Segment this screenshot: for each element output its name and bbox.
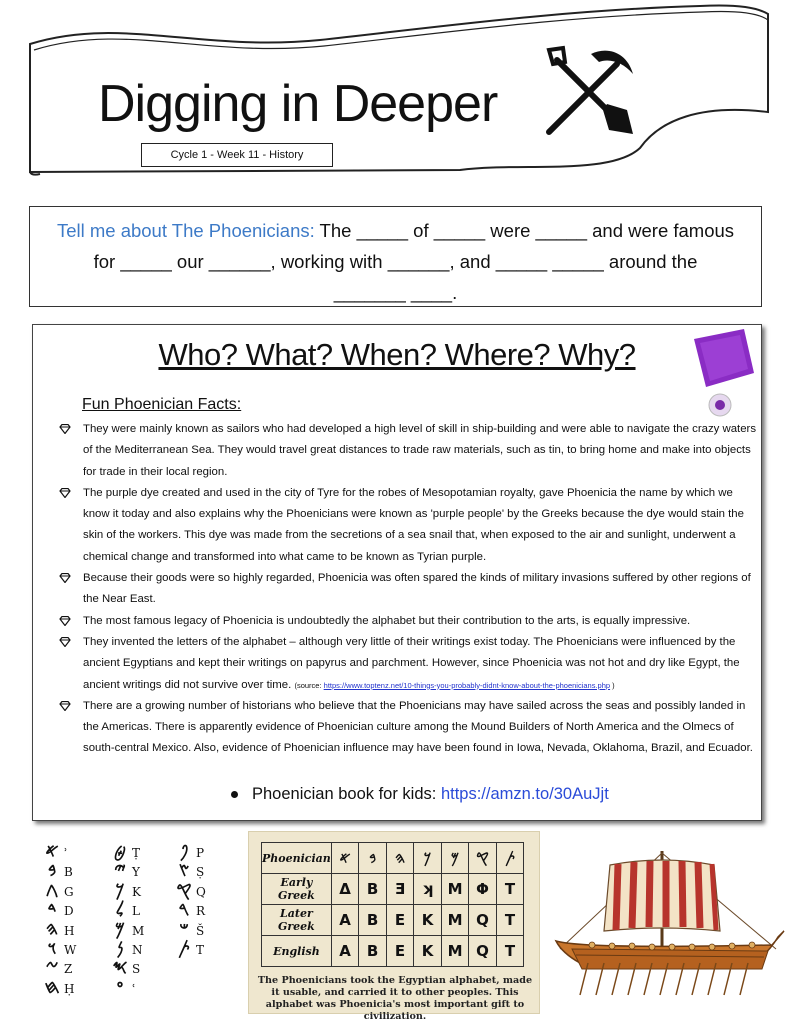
list-item: They invented the letters of the alphabet – although very little of their writings exist today. The Phoenicians were influenced by the ancient Egyptians and kept their writings on papyrus and parchment. However, since Phoenicia was not hot and dry like Egypt, the ancient writings did not survive over time. (source: https://www.toptenz.net/10-things-you-probably-didnt-know-about-the-phoenicians.php ) — [57, 632, 757, 696]
table-cell: Q — [469, 905, 497, 936]
table-cell: ʞ — [414, 874, 442, 905]
book-recommendation — [231, 785, 609, 804]
table-cell: A — [331, 936, 359, 967]
alphabet-row — [108, 939, 150, 958]
prompt-line-1: The _____ of _____ were _____ and were famous — [314, 220, 735, 241]
latin-letter: P — [196, 846, 205, 860]
phoenician-glyph: 𐤇 — [44, 976, 60, 998]
table-cell: B — [359, 905, 387, 936]
table-row — [262, 843, 524, 874]
row-label: Early Greek — [262, 874, 332, 905]
facts-panel — [32, 324, 762, 821]
table-cell: B — [359, 936, 387, 967]
row-label: Phoenician — [262, 843, 332, 874]
table-cell: T — [496, 874, 524, 905]
phoenician-glyph: 𐤏 — [116, 976, 124, 998]
alphabet-row — [40, 881, 82, 900]
latin-letter: N — [132, 942, 143, 957]
table-cell: Q — [469, 936, 497, 967]
source-prefix: (source: — [294, 680, 324, 690]
source-link[interactable]: https://www.toptenz.net/10-things-you-probably-didnt-know-about-the-phoenicians.php — [323, 680, 611, 690]
alphabet-row — [108, 842, 150, 861]
table-cell: Β — [359, 874, 387, 905]
alphabet-column-3 — [172, 842, 214, 958]
facts-list — [57, 419, 757, 760]
latin-letter: W — [64, 942, 77, 957]
fun-facts-title: Fun Phoenician Facts: — [82, 396, 242, 413]
alphabet-column-2 — [108, 842, 150, 997]
table-cell: 𐤁 — [359, 843, 387, 874]
phoenician-glyph: 𐤈 — [114, 841, 126, 862]
alphabet-comparison-image — [248, 831, 540, 1022]
latin-letter: Y — [132, 865, 140, 880]
gem-bullet-icon — [59, 573, 71, 583]
list-item: Because their goods were so highly regarded, Phoenicia was often spared the kinds of military invasions suffered by other regions of the Near East. — [57, 568, 757, 611]
table-cell: 𐤊 — [414, 843, 442, 874]
alphabet-column-1 — [40, 842, 82, 997]
alphabet-row — [172, 939, 214, 958]
phoenician-glyph: 𐤕 — [178, 937, 190, 959]
phoenician-glyph: 𐤄 — [45, 918, 59, 940]
table-cell: E — [386, 905, 414, 936]
phoenician-glyph: 𐤆 — [45, 957, 59, 979]
alphabet-row — [108, 881, 150, 900]
row-label: Later Greek — [262, 905, 332, 936]
alphabet-row — [108, 978, 150, 997]
latin-letter: ʾ — [64, 846, 68, 860]
latin-letter: Q — [196, 884, 206, 899]
latin-letter: K — [132, 884, 141, 899]
phoenician-glyph: 𐤁 — [47, 860, 57, 882]
latin-letter: M — [132, 923, 145, 938]
alphabet-row — [172, 920, 214, 939]
latin-letter: D — [64, 904, 74, 919]
alphabet-row — [40, 842, 82, 861]
latin-letter: G — [64, 884, 74, 899]
alphabet-row — [172, 861, 214, 880]
phoenician-glyph: 𐤀 — [45, 841, 59, 862]
latin-letter: Ḥ — [64, 981, 75, 996]
latin-letter: B — [64, 865, 73, 880]
phoenician-glyph: 𐤓 — [178, 899, 190, 921]
table-cell: Φ — [469, 874, 497, 905]
latin-letter: Z — [64, 962, 73, 977]
latin-letter: Š — [196, 923, 205, 938]
phoenician-glyph: 𐤎 — [112, 957, 128, 979]
table-cell: K — [414, 905, 442, 936]
latin-letter: L — [132, 904, 140, 919]
alphabet-row — [40, 920, 82, 939]
phoenician-glyph: 𐤊 — [115, 879, 125, 901]
source-suffix: ) — [610, 680, 615, 690]
gem-bullet-icon — [59, 616, 71, 626]
alphabet-row — [40, 900, 82, 919]
gem-bullet-icon — [59, 701, 71, 711]
table-cell: T — [496, 905, 524, 936]
table-cell: K — [414, 936, 442, 967]
table-cell: 𐤄 — [386, 843, 414, 874]
phoenician-glyph: 𐤂 — [45, 879, 59, 901]
phoenician-glyph: 𐤉 — [114, 860, 126, 882]
table-cell: M — [441, 874, 469, 905]
table-cell: 𐤌 — [441, 843, 469, 874]
phoenician-ship-image — [552, 845, 788, 1005]
cycle-week-label: Cycle 1 - Week 11 - History — [141, 143, 333, 167]
alphabet-row — [172, 842, 214, 861]
alphabet-row — [40, 939, 82, 958]
alphabet-row — [40, 861, 82, 880]
latin-letter: R — [196, 904, 206, 919]
facts-heading: Who? What? When? Where? Why? — [158, 337, 636, 372]
pickaxe-shovel-icon — [543, 44, 635, 140]
table-cell: E — [386, 936, 414, 967]
latin-letter: ʿ — [132, 981, 136, 996]
gem-bullet-icon — [59, 637, 71, 647]
phoenician-glyph: 𐤋 — [115, 899, 125, 921]
fill-in-prompt-box — [29, 206, 762, 307]
table-cell: A — [331, 905, 359, 936]
alphabet-row — [108, 900, 150, 919]
list-item: The most famous legacy of Phoenicia is undoubtedly the alphabet but their contribution to the arts, is equally impressive. — [57, 611, 757, 632]
latin-letter: T — [196, 942, 205, 957]
prompt-line-3: _______ ____. — [333, 282, 458, 303]
table-cell: M — [441, 936, 469, 967]
table-row — [262, 905, 524, 936]
phoenician-glyph: 𐤃 — [47, 899, 57, 921]
phoenician-glyph: 𐤐 — [179, 841, 189, 862]
latin-letter: H — [64, 923, 75, 938]
page-title: Digging in Deeper — [98, 75, 498, 133]
table-cell: 𐤕 — [496, 843, 524, 874]
phoenician-glyph: 𐤒 — [176, 879, 192, 901]
alphabet-row — [40, 958, 82, 977]
list-item: There are a growing number of historians who believe that the Phoenicians may have sailed across the seas and possibly landed in the Americas. There is apparently evidence of Phoenician culture among the Mound Builders of North America and the Olmecs of south-central Mexico. Also, evidence of Phoenician influence may have been found in Iowa, Nevada, Oklahoma, Brazil, and Ecuador. — [57, 696, 757, 760]
prompt-label: Tell me about The Phoenicians: — [56, 220, 315, 241]
table-cell: 𐤒 — [469, 843, 497, 874]
table-cell: 𐤀 — [331, 843, 359, 874]
phoenician-glyph: 𐤅 — [47, 937, 57, 959]
table-row — [262, 874, 524, 905]
list-item: They were mainly known as sailors who had developed a high level of skill in ship-building and were able to navigate the crazy waters of the Mediterranean Sea. They would travel great distances to trade raw materials, such as tin, to bring home and make into objects for trade in their local region. — [57, 419, 757, 483]
phoenician-glyph: 𐤔 — [179, 918, 189, 940]
table-cell: Ǝ — [386, 874, 414, 905]
list-item: The purple dye created and used in the city of Tyre for the robes of Mesopotamian royalty, gave Phoenicia the name by which we know it today and also explains why the Phoenicians were known as 'purple people' by the Greeks because the dye would stain the skin of the workers. This dye was made from the secretions of a sea snail that, when exposed to the air and sunlight, underwent a chemical change and transformed into what came to be known as Tyrian purple. — [57, 483, 757, 568]
book-label: Phoenician book for kids: — [252, 785, 441, 803]
table-cell: Δ — [331, 874, 359, 905]
gem-bullet-icon — [59, 424, 71, 434]
bullet-icon — [231, 791, 238, 798]
table-cell: T — [496, 936, 524, 967]
alphabet-row — [108, 861, 150, 880]
comparison-caption: The Phoenicians took the Egyptian alphabet, made it usable, and carried it to other peoples. This alphabet was Phoenicia's most important gift to civilization. — [257, 975, 533, 1022]
alphabet-comparison-table — [261, 842, 524, 967]
latin-letter: S — [132, 962, 141, 977]
book-link[interactable]: https://amzn.to/30AuJjt — [440, 785, 609, 803]
phoenician-glyph: 𐤑 — [178, 860, 190, 882]
alphabet-row — [172, 900, 214, 919]
table-row — [262, 936, 524, 967]
row-label: English — [262, 936, 332, 967]
purple-dye-image — [686, 329, 758, 419]
latin-letter: Ṣ — [196, 865, 205, 880]
alphabet-row — [108, 920, 150, 939]
phoenician-glyph: 𐤌 — [115, 918, 125, 940]
latin-letter: Ṭ — [132, 846, 141, 860]
alphabet-row — [108, 958, 150, 977]
prompt-line-2: for _____ our ______, working with ______, and _____ _____ around the — [93, 251, 698, 272]
alphabet-row — [172, 881, 214, 900]
gem-bullet-icon — [59, 488, 71, 498]
phoenician-glyph: 𐤍 — [116, 937, 124, 959]
table-cell: M — [441, 905, 469, 936]
alphabet-row — [40, 978, 82, 997]
